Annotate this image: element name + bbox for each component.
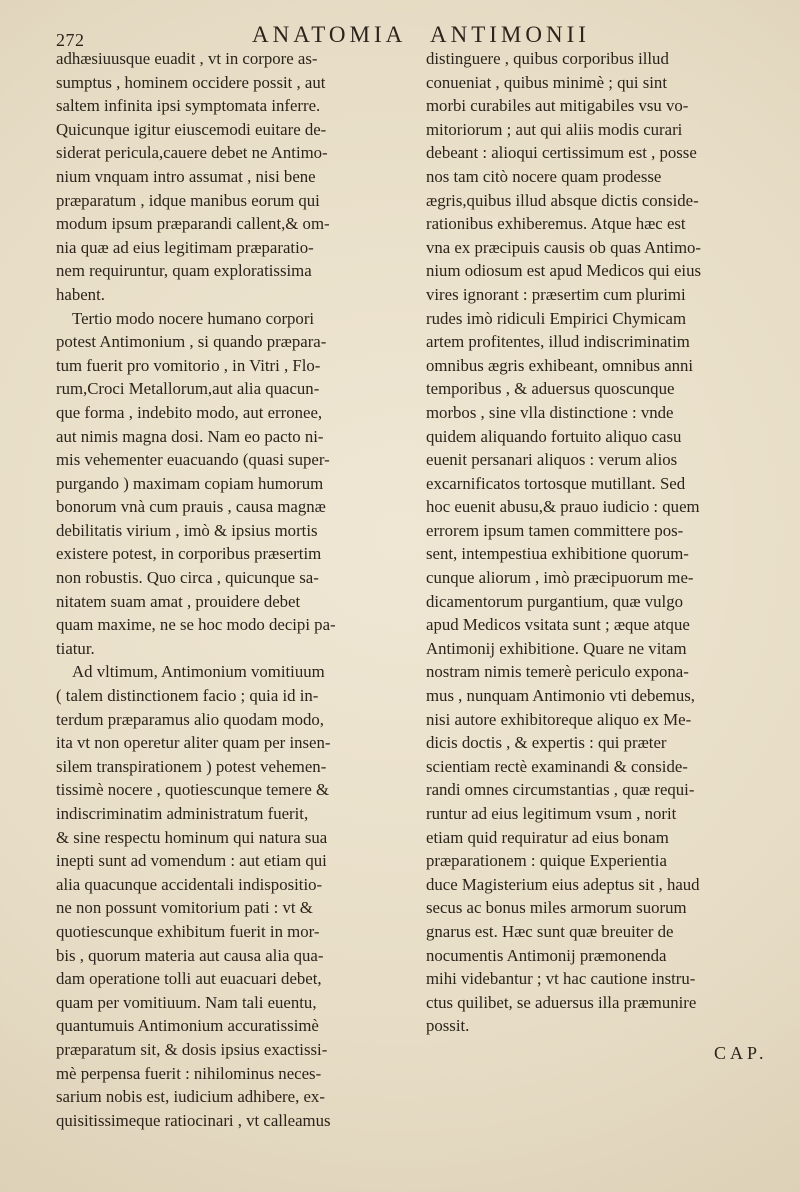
text-line: runtur ad eius legitimum vsum , norit — [426, 804, 677, 823]
text-line: gnarus est. Hæc sunt quæ breuiter de — [426, 921, 674, 941]
text-line: tissimè nocere , quotiescunque temere & — [56, 780, 330, 800]
text-line: ne non possunt vomitorium pati : vt & — [56, 898, 313, 918]
text-line: vna ex præcipuis causis ob quas Antimo- — [426, 237, 701, 257]
text-line: bis , quorum materia aut causa alia qua- — [56, 945, 324, 965]
text-line: saltem infinita ipsi symptomata inferre. — [56, 96, 321, 116]
text-line: hoc euenit abusu,& prauo iudicio : quem — [426, 497, 700, 517]
catchword: CAP. — [714, 1043, 768, 1063]
text-line: tiatur. — [56, 638, 95, 658]
text-line: sumptus , hominem occidere possit , aut — [56, 72, 326, 92]
text-line: errorem ipsum tamen committere pos- — [426, 520, 684, 540]
text-line: duce Magisterium eius adeptus sit , haud — [426, 874, 700, 894]
text-line: nitatem suam amat , prouidere debet — [56, 591, 301, 611]
text-line: quam per vomitiuum. Nam tali euentu, — [56, 992, 317, 1012]
text-line: purgando ) maximam copiam humorum — [56, 473, 324, 493]
text-line: quotiescunque exhibitum fuerit in mor- — [56, 921, 320, 941]
text-line: conueniat , quibus minimè ; qui sint — [426, 72, 667, 92]
text-line: Tertio modo nocere humano corpori — [72, 308, 315, 328]
text-line: silem transpirationem ) potest vehemen- — [56, 756, 327, 776]
text-line: potest Antimonium , si quando præpara- — [56, 332, 327, 352]
text-line: dicis doctis , & expertis : qui præter — [426, 733, 667, 753]
text-line: etiam quid requiratur ad eius bonam — [426, 827, 669, 847]
text-line: cunque aliorum , imò præcipuorum me- — [426, 568, 694, 588]
text-line: aut nimis magna dosi. Nam eo pacto ni- — [56, 426, 324, 446]
text-line: temporibus , & aduersus quoscunque — [426, 379, 675, 399]
text-line: morbos , sine vlla distinctione : vnde — [426, 402, 674, 422]
text-line: rationibus exhiberemus. Atque hæc est — [426, 214, 686, 234]
text-line: nocumentis Antimonij præmonenda — [426, 945, 667, 965]
text-line: euenit persanari aliquos : verum alios — [426, 450, 678, 470]
text-line: terdum præparamus alio quodam modo, — [56, 709, 324, 729]
text-line: morbi curabiles aut mitigabiles vsu vo- — [426, 96, 689, 116]
text-line: nostram nimis temerè periculo expona- — [426, 662, 689, 682]
right-text-column — [426, 47, 748, 1038]
text-line: artem profitentes, illud indiscriminatim — [426, 332, 690, 352]
text-line: existere potest, in corporibus præsertim — [56, 544, 322, 564]
text-line: non robustis. Quo circa , quicunque sa- — [56, 568, 319, 588]
text-line: scientiam rectè examinandi & conside- — [426, 756, 688, 776]
text-line: Quicunque igitur eiuscemodi euitare de- — [56, 119, 327, 139]
text-line: mitoriorum ; aut qui aliis modis curari — [426, 119, 683, 139]
text-line: debeant : alioqui certissimum est , posse — [426, 143, 697, 163]
text-line: præparationem : quique Experientia — [426, 851, 667, 871]
text-line: sent, intempestiua exhibitione quorum- — [426, 544, 689, 564]
text-line: omnibus ægris exhibeant, omnibus anni — [426, 355, 694, 375]
text-line: quantumuis Antimonium accuratissimè — [56, 1016, 319, 1036]
text-line: tum fuerit pro vomitorio , in Vitri , Flo- — [56, 355, 321, 375]
text-line: apud Medicos vsitata sunt ; æque atque — [426, 615, 690, 635]
text-line: adhæsiuusque euadit , vt in corpore as- — [56, 49, 318, 68]
text-line: dicamentorum purgantium, quæ vulgo — [426, 591, 683, 611]
text-line: inepti sunt ad vomendum : aut etiam qui — [56, 851, 327, 871]
text-line: randi omnes circumstantias , quæ requi- — [426, 780, 695, 800]
text-line: & sine respectu hominum qui natura sua — [56, 827, 328, 847]
text-line: mis vehementer euacuando (quasi super- — [56, 450, 330, 470]
text-line: sarium nobis est, iudicium adhibere, ex- — [56, 1087, 325, 1107]
text-line: nia quæ ad eius legitimam præparatio- — [56, 237, 314, 257]
text-line: Ad vltimum, Antimonium vomitiuum — [72, 662, 325, 682]
text-line: mihi videbantur ; vt hac cautione instru- — [426, 969, 696, 989]
text-line: distinguere , quibus corporibus illud — [426, 49, 669, 68]
text-line: nium odiosum est apud Medicos qui eius — [426, 261, 702, 281]
text-line: quidem aliquando fortuito aliquo casu — [426, 426, 682, 446]
left-text-column — [56, 47, 378, 1132]
text-line: præparatum sit, & dosis ipsius exactissi- — [56, 1039, 328, 1059]
text-line: alia quacunque accidentali indispositio- — [56, 874, 323, 894]
running-head-left: ANATOMIA — [252, 22, 407, 47]
text-line: rum,Croci Metallorum,aut alia quacun- — [56, 379, 320, 399]
text-line: siderat pericula,cauere debet ne Antimo- — [56, 143, 328, 163]
text-line: mè perpensa fuerit : nihilominus neces- — [56, 1063, 322, 1083]
text-line: ctus quilibet, se aduersus illa præmunire — [426, 992, 697, 1012]
text-line: possit. — [426, 1016, 470, 1036]
text-line: ( talem distinctionem facio ; quia id in- — [56, 686, 319, 706]
running-head-right: ANTIMONII — [430, 22, 590, 47]
text-line: debilitatis virium , imò & ipsius mortis — [56, 520, 318, 540]
text-line: ita vt non operetur aliter quam per insen- — [56, 733, 331, 753]
text-line: modum ipsum præparandi callent,& om- — [56, 214, 330, 234]
text-line: nos tam citò nocere quam prodesse — [426, 166, 662, 186]
text-line: excarnificatos tortosque mutillant. Sed — [426, 473, 686, 493]
text-line: dam operatione tolli aut euacuari debet, — [56, 969, 322, 989]
text-line: habent. — [56, 284, 105, 304]
text-line: Antimonij exhibitione. Quare ne vitam — [426, 638, 687, 658]
text-line: secus ac bonus miles armorum suorum — [426, 898, 687, 918]
text-line: quam maxime, ne se hoc modo decipi pa- — [56, 615, 336, 635]
text-line: quisitissimeque ratiocinari , vt calleamus — [56, 1110, 331, 1130]
text-line: bonorum vnà cum prauis , causa magnæ — [56, 497, 326, 517]
text-line: mus , nunquam Antimonio vti debemus, — [426, 686, 695, 706]
text-line: nem requiruntur, quam exploratissima — [56, 261, 312, 281]
text-line: nium vnquam intro assumat , nisi bene — [56, 166, 316, 186]
text-line: vires ignorant : præsertim cum plurimi — [426, 284, 686, 304]
text-line: rudes imò ridiculi Empirici Chymicam — [426, 308, 687, 328]
text-line: nisi autore exhibitoreque aliquo ex Me- — [426, 709, 692, 729]
text-line: indiscriminatim administratum fuerit, — [56, 804, 309, 823]
text-line: que forma , indebito modo, aut erronee, — [56, 402, 323, 422]
text-line: ægris,quibus illud absque dictis conside- — [426, 190, 699, 210]
page-number: 272 — [56, 30, 85, 50]
text-line: præparatum , idque manibus eorum qui — [56, 190, 320, 210]
